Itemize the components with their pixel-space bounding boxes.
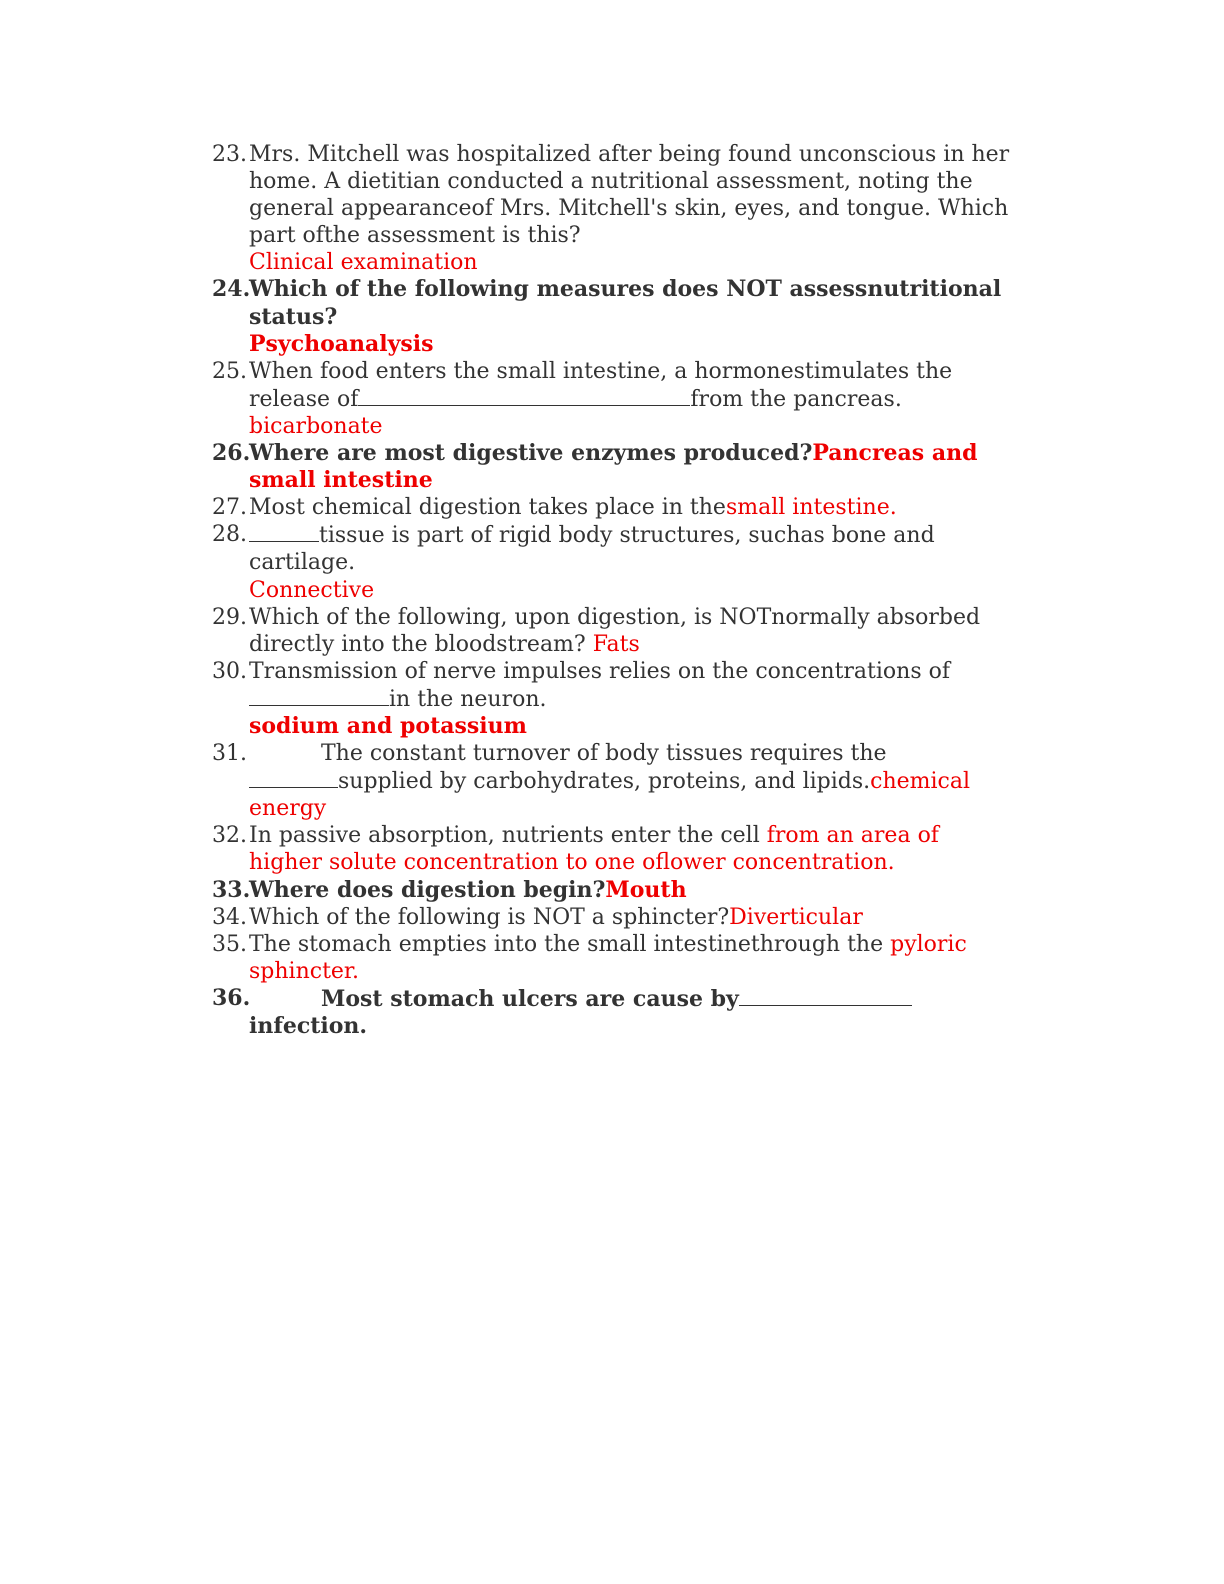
answer-blank [249, 767, 338, 788]
question-text: Where does digestion begin? [249, 876, 606, 903]
question-number: 35. [212, 931, 247, 957]
question-32 [212, 822, 1012, 876]
answer-text: Clinical examination [249, 250, 478, 276]
question-text-end: infection. [249, 1013, 368, 1039]
question-text-end: supplied by carbohydrates, proteins, and lipids. [338, 769, 871, 795]
answer-text: small intestine. [725, 495, 897, 521]
question-number: 23. [212, 142, 247, 167]
question-24 [212, 276, 1012, 357]
question-text: In passive absorption, nutrients enter the cell [249, 823, 767, 849]
answer-blank [739, 985, 912, 1006]
question-29 [212, 604, 1012, 658]
question-text: Most chemical digestion takes place in the [249, 495, 726, 521]
question-text: Most stomach ulcers are cause by [321, 985, 739, 1012]
answer-blank [249, 685, 389, 706]
answer-text: Connective [249, 577, 375, 603]
question-25 [212, 358, 1012, 440]
question-23 [212, 141, 1012, 276]
answer-text: Fats [592, 631, 640, 657]
answer-text: chemical energy [249, 769, 971, 822]
answer-text: from an area of higher solute concentration to one oflower concentration. [249, 823, 939, 876]
answer-text: Diverticular [729, 904, 863, 930]
question-text: Which of the following is NOT a sphincter? [249, 904, 730, 930]
question-text: Mrs. Mitchell was hospitalized after being found unconscious in her home. A dietitian conducted a nutritional assessment, noting the general appearanceof Mrs. Mitchell's skin, eyes, and tongue. Which part ofthe assessment is this? [249, 142, 1010, 249]
question-text: The constant turnover of body tissues requires the [321, 741, 887, 767]
answer-blank [358, 385, 690, 406]
question-number: 31. [212, 741, 247, 767]
question-26 [212, 440, 1012, 494]
answer-text: Pancreas and small intestine [249, 440, 978, 494]
question-text-end: in the neuron. [389, 686, 547, 712]
question-text: When food enters the small intestine, a hormonestimulates the release of [249, 358, 953, 412]
question-35 [212, 931, 1012, 985]
question-number: 32. [212, 823, 247, 849]
question-text: tissue is part of rigid body structures, suchas bone and cartilage. [249, 523, 935, 576]
question-number: 33. [212, 876, 251, 903]
question-text: Which of the following measures does NOT assessnutritional status? [249, 276, 1002, 330]
question-31 [212, 740, 1012, 822]
answer-text: Psychoanalysis [249, 330, 434, 357]
question-27 [212, 494, 1012, 521]
question-number: 27. [212, 495, 247, 521]
question-number: 24. [212, 276, 251, 303]
question-text: Which of the following, upon digestion, is NOTnormally absorbed directly into the bloodstream? [249, 604, 981, 657]
question-text: Where are most digestive enzymes produced? [249, 440, 813, 467]
question-number: 29. [212, 604, 247, 630]
question-body [249, 740, 1012, 822]
question-text: Transmission of nerve impulses relies on the concentrations of [249, 658, 951, 684]
answer-blank [249, 521, 319, 542]
question-list [212, 141, 1012, 1040]
question-number: 25. [212, 358, 247, 384]
answer-text: pyloric sphincter. [249, 931, 967, 984]
question-30 [212, 658, 1012, 740]
answer-text: Mouth [605, 876, 687, 903]
answer-text: bicarbonate [249, 413, 383, 439]
question-number: 36. [212, 984, 251, 1011]
question-text-end: from the pancreas. [690, 386, 902, 412]
question-number: 30. [212, 658, 247, 684]
question-number: 28. [212, 522, 247, 548]
question-33 [212, 877, 1012, 904]
question-28 [212, 521, 1012, 603]
question-text: The stomach empties into the small intestinethrough the [249, 931, 891, 957]
answer-text: sodium and potassium [249, 712, 527, 739]
question-36 [212, 985, 1012, 1040]
question-number: 34. [212, 904, 247, 930]
question-34 [212, 904, 1012, 931]
question-number: 26. [212, 440, 251, 467]
